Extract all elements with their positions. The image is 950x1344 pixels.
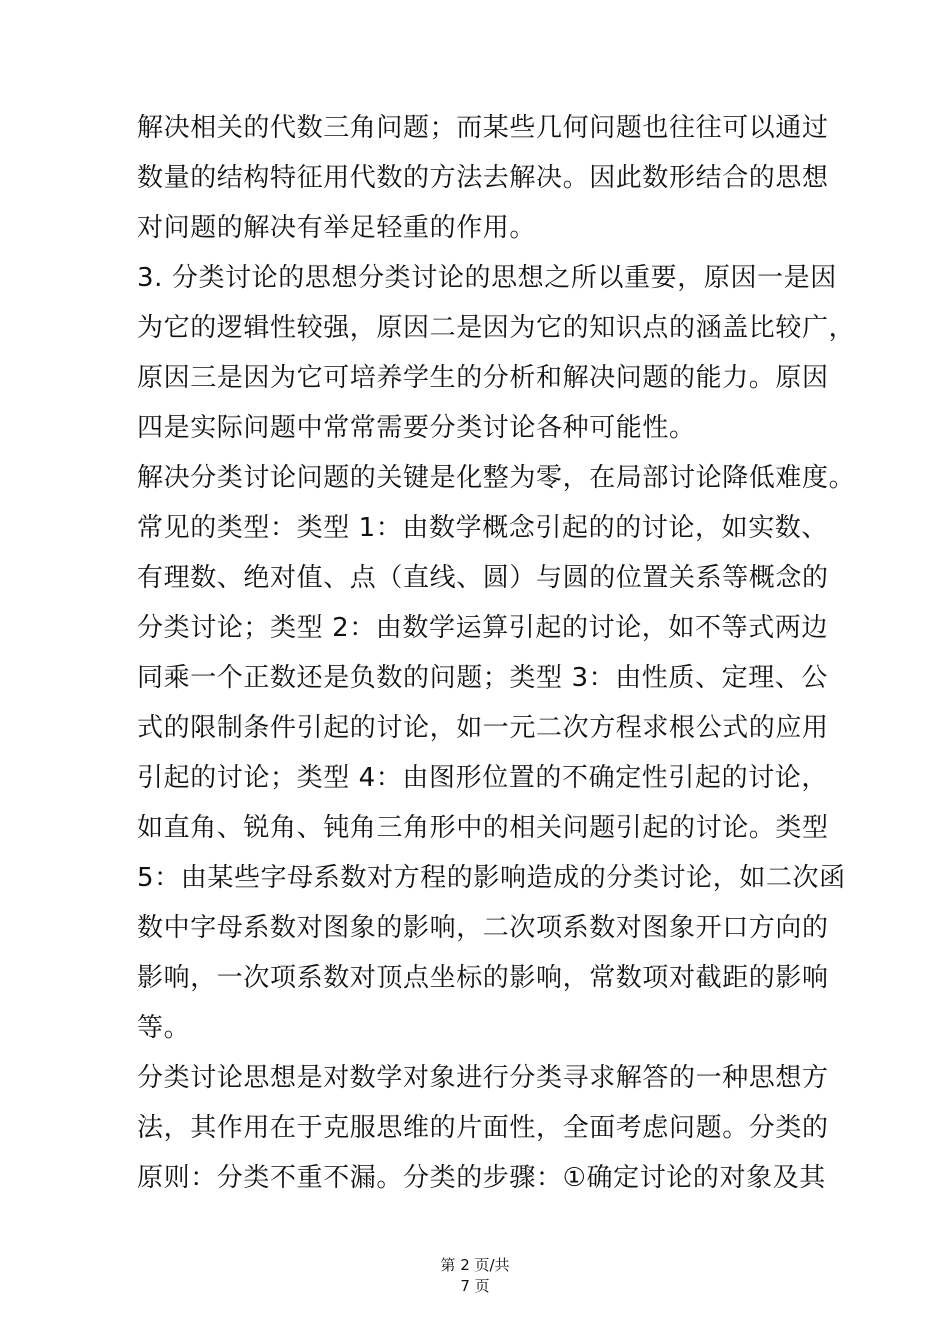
text-line-14: 引起的讨论；类型 4：由图形位置的不确定性引起的讨论， — [137, 763, 829, 793]
text-line-20: 分类讨论思想是对数学对象进行分类寻求解答的一种思想方 — [137, 1063, 829, 1093]
text-line-12: 同乘一个正数还是负数的问题；类型 3：由性质、定理、公 — [137, 663, 829, 693]
text-line-18: 影响，一次项系数对顶点坐标的影响，常数项对截距的影响 — [137, 963, 829, 993]
text-line-6: 原因三是因为它可培养学生的分析和解决问题的能力。原因 — [137, 363, 829, 393]
text-line-16: 5：由某些字母系数对方程的影响造成的分类讨论，如二次函 — [137, 863, 846, 893]
text-line-2: 数量的结构特征用代数的方法去解决。因此数形结合的思想 — [137, 163, 829, 193]
text-line-13: 式的限制条件引起的讨论，如一元二次方程求根公式的应用 — [137, 713, 829, 743]
page-number-footer-line-2: 7 页 — [460, 1277, 490, 1295]
text-line-15: 如直角、锐角、钝角三角形中的相关问题引起的讨论。类型 — [137, 813, 829, 843]
text-line-5: 为它的逻辑性较强，原因二是因为它的知识点的涵盖比较广， — [137, 313, 856, 343]
text-line-4: 3. 分类讨论的思想分类讨论的思想之所以重要，原因一是因 — [137, 263, 837, 293]
text-line-11: 分类讨论；类型 2：由数学运算引起的讨论，如不等式两边 — [137, 613, 829, 643]
text-line-8: 解决分类讨论问题的关键是化整为零，在局部讨论降低难度。 — [137, 463, 856, 493]
text-line-3: 对问题的解决有举足轻重的作用。 — [137, 213, 537, 243]
page-number-footer-line-1: 第 2 页/共 — [440, 1256, 510, 1274]
text-line-19: 等。 — [137, 1013, 191, 1043]
text-line-21: 法，其作用在于克服思维的片面性，全面考虑问题。分类的 — [137, 1113, 829, 1143]
text-line-17: 数中字母系数对图象的影响，二次项系数对图象开口方向的 — [137, 913, 829, 943]
text-line-7: 四是实际问题中常常需要分类讨论各种可能性。 — [137, 413, 696, 443]
text-line-9: 常见的类型：类型 1：由数学概念引起的的讨论，如实数、 — [137, 513, 829, 543]
text-line-22: 原则：分类不重不漏。分类的步骤：①确定讨论的对象及其 — [137, 1163, 826, 1193]
text-line-1: 解决相关的代数三角问题；而某些几何问题也往往可以通过 — [137, 113, 829, 143]
text-line-10: 有理数、绝对值、点（直线、圆）与圆的位置关系等概念的 — [137, 563, 829, 593]
